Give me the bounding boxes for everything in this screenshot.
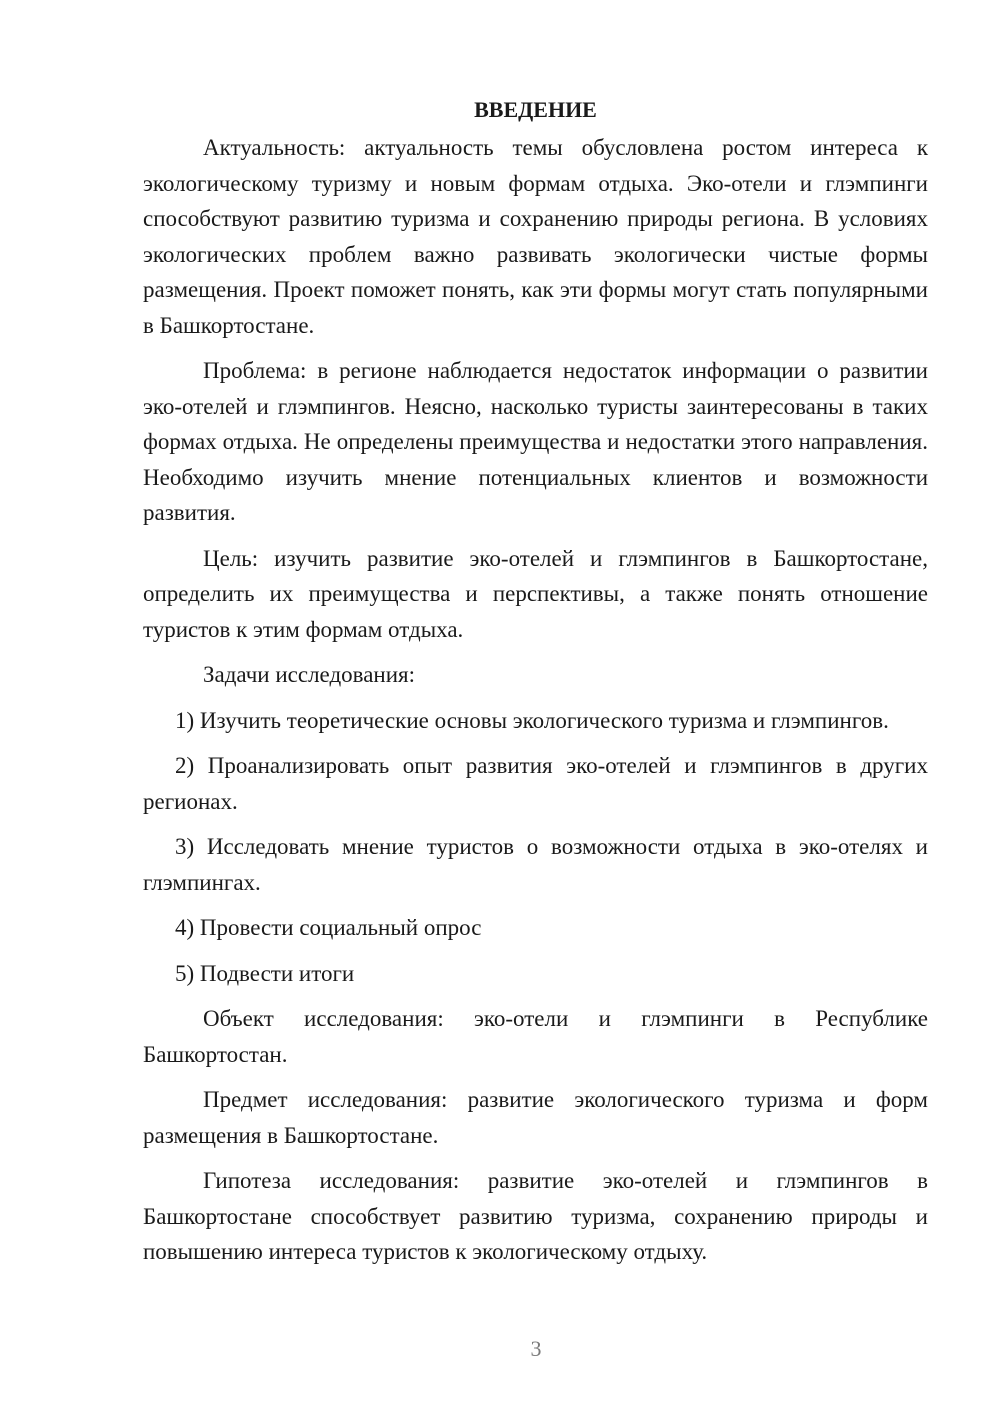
task-item-1: 1) Изучить теоретические основы экологического туризма и глэмпингов. [175, 707, 889, 733]
page-title: ВВЕДЕНИЕ [474, 97, 597, 122]
page-number: 3 [530, 1336, 542, 1361]
paragraph-problem: Проблема: в регионе наблюдается недостаток информации о развитии эко-отелей и глэмпингов. Неясно, насколько туристы заинтересованы в таких формах отдыха. Не определены преимущества и недостатки этого направления. Необходимо изучить мнение потенциальных клиентов и возможности развития. [143, 358, 928, 525]
tasks-heading: Задачи исследования: [203, 662, 416, 687]
task-item-5: 5) Подвести итоги [175, 960, 355, 986]
task-item-4: 4) Провести социальный опрос [175, 915, 482, 940]
task-item-3: 3) Исследовать мнение туристов о возможности отдыха в эко-отелях и глэмпингах. [143, 834, 928, 895]
paragraph-hypothesis: Гипотеза исследования: развитие эко-отелей и глэмпингов в Башкортостане способствует развитию туризма, сохранению природы и повышению интереса туристов к экологическому отдыху. [143, 1168, 928, 1264]
task-item-2: 2) Проанализировать опыт развития эко-отелей и глэмпингов в других регионах. [143, 753, 928, 814]
paragraph-object: Объект исследования: эко-отели и глэмпинги в Республике Башкортостан. [143, 1006, 928, 1067]
page-content [143, 92, 928, 1270]
paragraph-goal: Цель: изучить развитие эко-отелей и глэмпингов в Башкортостане, определить их преимущества и перспективы, а также понять отношение туристов к этим формам отдыха. [143, 545, 928, 642]
paragraph-relevance: Актуальность: актуальность темы обусловлена ростом интереса к экологическому туризму и новым формам отдыха. Эко-отели и глэмпинги способствуют развитию туризма и сохранению природы региона. В условиях экологических проблем важно развивать экологически чистые формы размещения. Проект поможет понять, как эти формы могут стать популярными в Башкортостане. [143, 135, 928, 338]
paragraph-subject: Предмет исследования: развитие экологического туризма и форм размещения в Башкортостане. [143, 1087, 928, 1148]
